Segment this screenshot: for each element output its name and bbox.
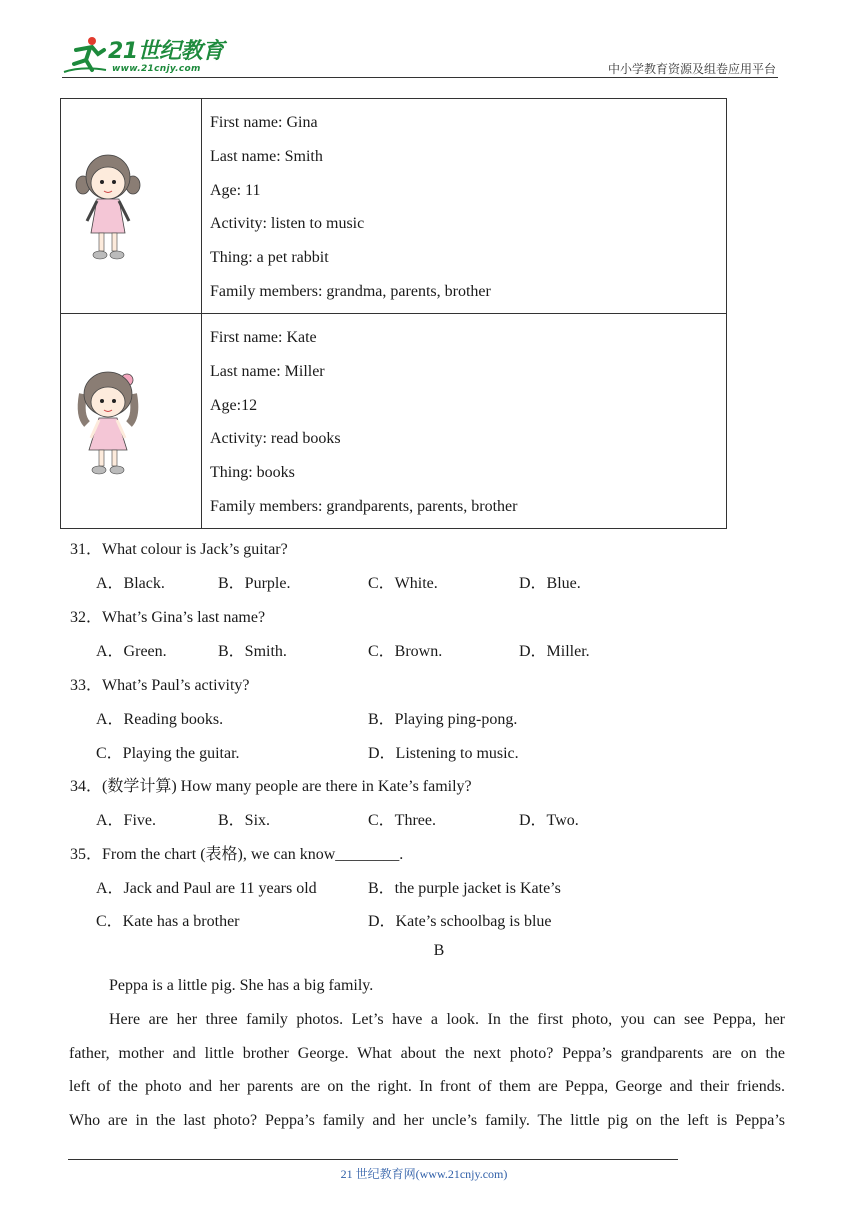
footer-divider xyxy=(68,1159,678,1160)
question-34-option-d[interactable]: D．Two. xyxy=(519,812,579,829)
kate-first-name: First name: Kate xyxy=(210,329,317,346)
site-logo xyxy=(62,34,232,78)
passage-line-4: Who are in the last photo? Peppa’s family and her uncle’s family. The little pig on the left is Peppa’s xyxy=(69,1112,785,1130)
passage-paragraph-1: Peppa is a little pig. She has a big family. xyxy=(109,977,374,994)
kate-info-cell xyxy=(202,314,727,529)
passage-line-3: left of the photo and her parents are on the right. In front of them are Peppa, George and their friends. xyxy=(69,1078,785,1096)
question-32-option-a[interactable]: A．Green. xyxy=(96,643,167,660)
question-34-option-a[interactable]: A．Five. xyxy=(96,812,157,829)
kate-picture-cell xyxy=(61,314,202,529)
question-32-option-b[interactable]: B．Smith. xyxy=(218,643,287,660)
page-header xyxy=(62,30,778,78)
gina-thing: Thing: a pet rabbit xyxy=(210,249,329,267)
reading-passage xyxy=(69,969,785,1138)
question-33-option-c[interactable]: C．Playing the guitar. xyxy=(96,745,240,762)
kate-last-name: Last name: Miller xyxy=(210,362,325,380)
question-31-option-d[interactable]: D．Blue. xyxy=(519,575,581,592)
kate-family-members: Family members: grandparents, parents, brother xyxy=(210,497,518,515)
profile-table xyxy=(60,98,727,529)
footer-link[interactable]: 21 世纪教育网(www.21cnjy.com) xyxy=(340,1167,508,1181)
profile-row-gina xyxy=(61,99,727,314)
girl-gina-illustration xyxy=(73,147,143,267)
question-31-option-c[interactable]: C．White. xyxy=(368,575,438,592)
logo-text: 21世纪教育 xyxy=(108,39,224,64)
question-31-option-b[interactable]: B．Purple. xyxy=(218,575,291,592)
question-31-option-a[interactable]: A．Black. xyxy=(96,575,165,592)
profile-row-kate xyxy=(61,314,727,529)
question-32-option-d[interactable]: D．Miller. xyxy=(519,643,590,660)
gina-family-members: Family members: grandma, parents, brother xyxy=(210,282,491,300)
question-33-option-d[interactable]: D．Listening to music. xyxy=(368,745,519,762)
gina-age: Age: 11 xyxy=(210,181,261,199)
girl-kate-illustration xyxy=(73,364,143,484)
question-33-stem: 33．What’s Paul’s activity? xyxy=(70,677,250,694)
gina-info-cell xyxy=(202,99,727,314)
section-b-title: B xyxy=(433,942,445,959)
question-33-option-b[interactable]: B．Playing ping-pong. xyxy=(368,711,518,728)
question-35-option-b[interactable]: B．the purple jacket is Kate’s xyxy=(368,880,561,897)
question-35-stem: 35．From the chart (表格), we can know________. xyxy=(70,846,404,863)
gina-first-name: First name: Gina xyxy=(210,114,318,131)
question-34-option-c[interactable]: C．Three. xyxy=(368,812,436,829)
gina-activity: Activity: listen to music xyxy=(210,215,365,233)
question-33-option-a[interactable]: A．Reading books. xyxy=(96,711,224,728)
header-divider xyxy=(62,77,778,78)
question-35-option-c[interactable]: C．Kate has a brother xyxy=(96,913,240,930)
kate-thing: Thing: books xyxy=(210,464,295,482)
kate-age: Age:12 xyxy=(210,396,258,414)
question-31-stem: 31．What colour is Jack’s guitar? xyxy=(70,541,288,558)
question-32-stem: 32．What’s Gina’s last name? xyxy=(70,609,266,626)
platform-slogan: 中小学教育资源及组卷应用平台 xyxy=(607,62,776,76)
question-32-option-c[interactable]: C．Brown. xyxy=(368,643,443,660)
gina-last-name: Last name: Smith xyxy=(210,147,323,165)
question-34-stem: 34．(数学计算) How many people are there in Kate’s family? xyxy=(70,778,472,795)
kate-activity: Activity: read books xyxy=(210,430,341,448)
question-35-option-d[interactable]: D．Kate’s schoolbag is blue xyxy=(368,913,552,930)
gina-picture-cell xyxy=(61,99,202,314)
passage-line-2: father, mother and little brother George. What about the next photo? Peppa’s grandparents are on the xyxy=(69,1044,785,1062)
question-35-option-a[interactable]: A．Jack and Paul are 11 years old xyxy=(96,880,317,897)
logo-url: www.21cnjy.com xyxy=(112,64,201,74)
passage-line-1: Here are her three family photos. Let’s have a look. In the first photo, you can see Peppa, her xyxy=(109,1010,785,1028)
question-34-option-b[interactable]: B．Six. xyxy=(218,812,271,829)
runner-logo-icon xyxy=(62,34,108,74)
